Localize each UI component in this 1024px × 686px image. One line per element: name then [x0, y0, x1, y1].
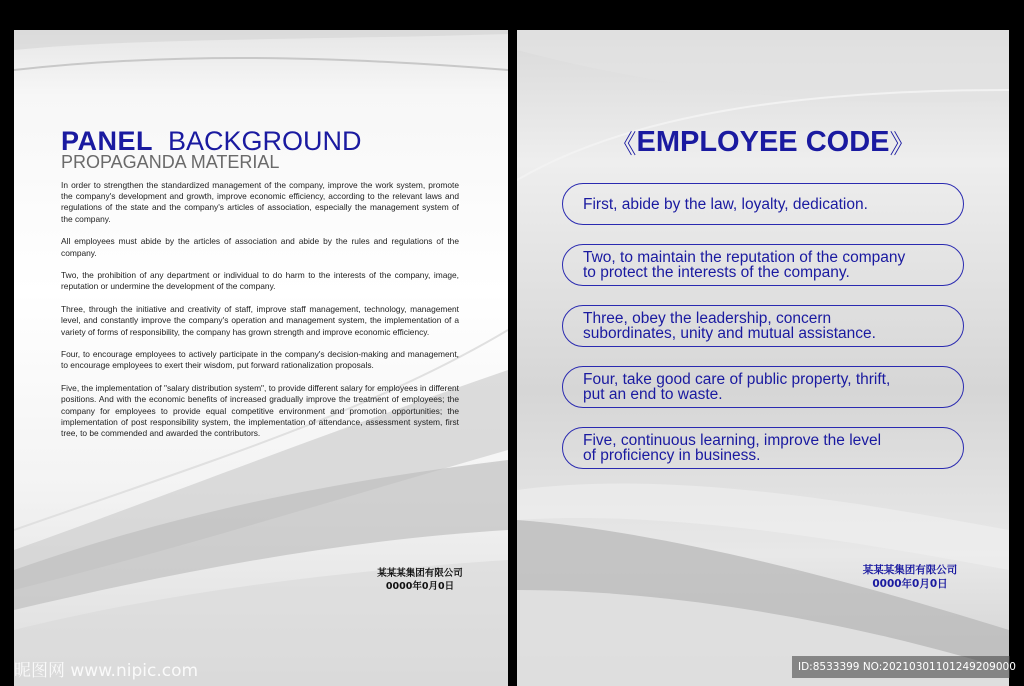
body-text — [61, 180, 459, 451]
rule-box-3 — [562, 305, 964, 347]
rule-line: of proficiency in business. — [583, 447, 761, 464]
left-footer — [370, 567, 470, 593]
rule-box-4 — [562, 366, 964, 408]
rule-text-5 — [583, 433, 881, 463]
employee-code-title — [517, 124, 1009, 161]
rule-text-1 — [583, 197, 868, 212]
right-page — [517, 30, 1009, 686]
paragraph-five: Five, the implementation of "salary distribution system", to provide different salary for employees in different positions. And with the economic benefits of increased gradually improve the treatment of employees; the company for employees to provide equal competitive environment and promotion opportunities; the implementation of post responsibility system, the implementation of attendance, assessment system, first tree, to be commended and awarded the contributors. — [61, 383, 459, 438]
paragraph-three: Three, through the initiative and creativity of staff, improve staff management, technology, management level, and constantly improve the company's operation and management system, the implementation of a variety of forms of responsibility, the company has grown strength and improve economic efficiency. — [61, 304, 459, 337]
rule-box-2 — [562, 244, 964, 286]
title-text: EMPLOYEE CODE — [636, 126, 890, 158]
paragraph-intro: In order to strengthen the standardized management of the company, improve the work system, promote the company's development and growth, improve economic efficiency, according to the relevant laws and regulations of the state and the company's articles of association, especially the management system of the company. — [61, 180, 459, 224]
id-watermark: ID:8533399 NO:20210301101249209000 — [792, 656, 1010, 678]
rule-line: to protect the interests of the company. — [583, 264, 850, 281]
paragraph-four: Four, to encourage employees to actively participate in the company's decision-making and management, to encourage employees to exert their wisdom, put forward rationalization proposals. — [61, 349, 459, 371]
date-text: 0000年0月0日 — [872, 578, 948, 590]
title-open-bracket: 《 — [610, 130, 637, 160]
company-name: 某某某集团有限公司 — [377, 568, 463, 579]
right-footer — [855, 563, 965, 591]
panel-title-bold: PANEL — [61, 126, 154, 156]
date-text: 0000年0月0日 — [385, 581, 455, 592]
rule-line: Two, to maintain the reputation of the company — [583, 249, 906, 266]
rule-line: Four, take good care of public property, thrift, — [583, 371, 891, 388]
title-close-bracket: 》 — [889, 130, 916, 160]
rule-line: put an end to waste. — [583, 386, 723, 403]
panel-title-light: BACKGROUND — [168, 126, 362, 156]
rule-line: First, abide by the law, loyalty, dedication. — [583, 195, 868, 213]
rule-line: Five, continuous learning, improve the level — [583, 432, 882, 449]
paragraph-two: Two, the prohibition of any department or individual to do harm to the interests of the company, image, reputation or undermine the development of the company. — [61, 270, 459, 292]
rule-text-3 — [583, 311, 876, 341]
site-watermark: 昵图网 www.nipic.com — [14, 661, 199, 681]
left-page — [14, 30, 508, 686]
rule-line: Three, obey the leadership, concern — [583, 310, 832, 327]
company-name: 某某某集团有限公司 — [862, 564, 958, 576]
rule-box-1 — [562, 183, 964, 225]
paragraph-abide: All employees must abide by the articles of association and abide by the rules and regulations of the company. — [61, 236, 459, 258]
rule-line: subordinates, unity and mutual assistance. — [583, 325, 876, 342]
rule-text-2 — [583, 250, 905, 280]
rule-box-5 — [562, 427, 964, 469]
rule-text-4 — [583, 372, 890, 402]
panel-subtitle: PROPAGANDA MATERIAL — [61, 152, 280, 172]
